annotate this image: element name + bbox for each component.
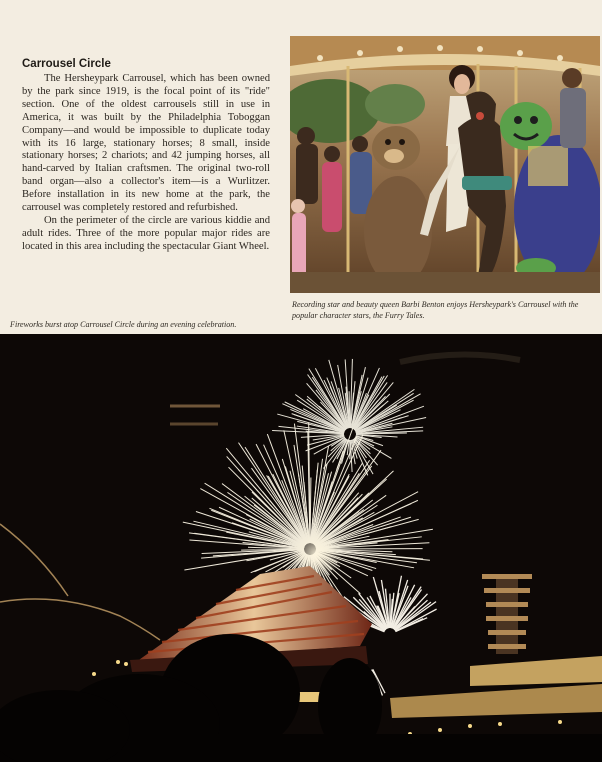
fireworks-photo-caption: Fireworks burst atop Carrousel Circle during an evening celebration. xyxy=(10,320,237,329)
article-paragraph: The Hersheypark Carrousel, which has been owned by the park since 1919, is the focal point of its "ride" section. One of the oldest carrousels still in use in America, it was built by the Philadelphia Toboggan Company—and would be impossible to duplicate today with its 16 large, stationary horses; 8 small, inside stationary horses; 2 chariots; and 42 jumping horses, all hand-carved by Italian craftsmen. The original two-roll band organ—also a collector's item—is a Wurlitzer. Before installation in its new home at the park, the carrousel was completely restored and refurbished. xyxy=(22,73,270,214)
fireworks-photo xyxy=(0,334,602,762)
fireworks-photo-illustration xyxy=(0,334,602,762)
article-carrousel-circle xyxy=(22,58,270,254)
article-heading: Carrousel Circle xyxy=(22,58,111,70)
article-paragraph: On the perimeter of the circle are various kiddie and adult rides. Three of the more popular major rides are located in this area including the spectacular Giant Wheel. xyxy=(22,214,270,252)
carousel-photo-caption: Recording star and beauty queen Barbi Benton enjoys Hersheypark's Carrousel with the popular character stars, the Furry Tales. xyxy=(292,300,579,320)
carousel-photo xyxy=(290,36,600,293)
carousel-photo-illustration xyxy=(290,36,600,293)
